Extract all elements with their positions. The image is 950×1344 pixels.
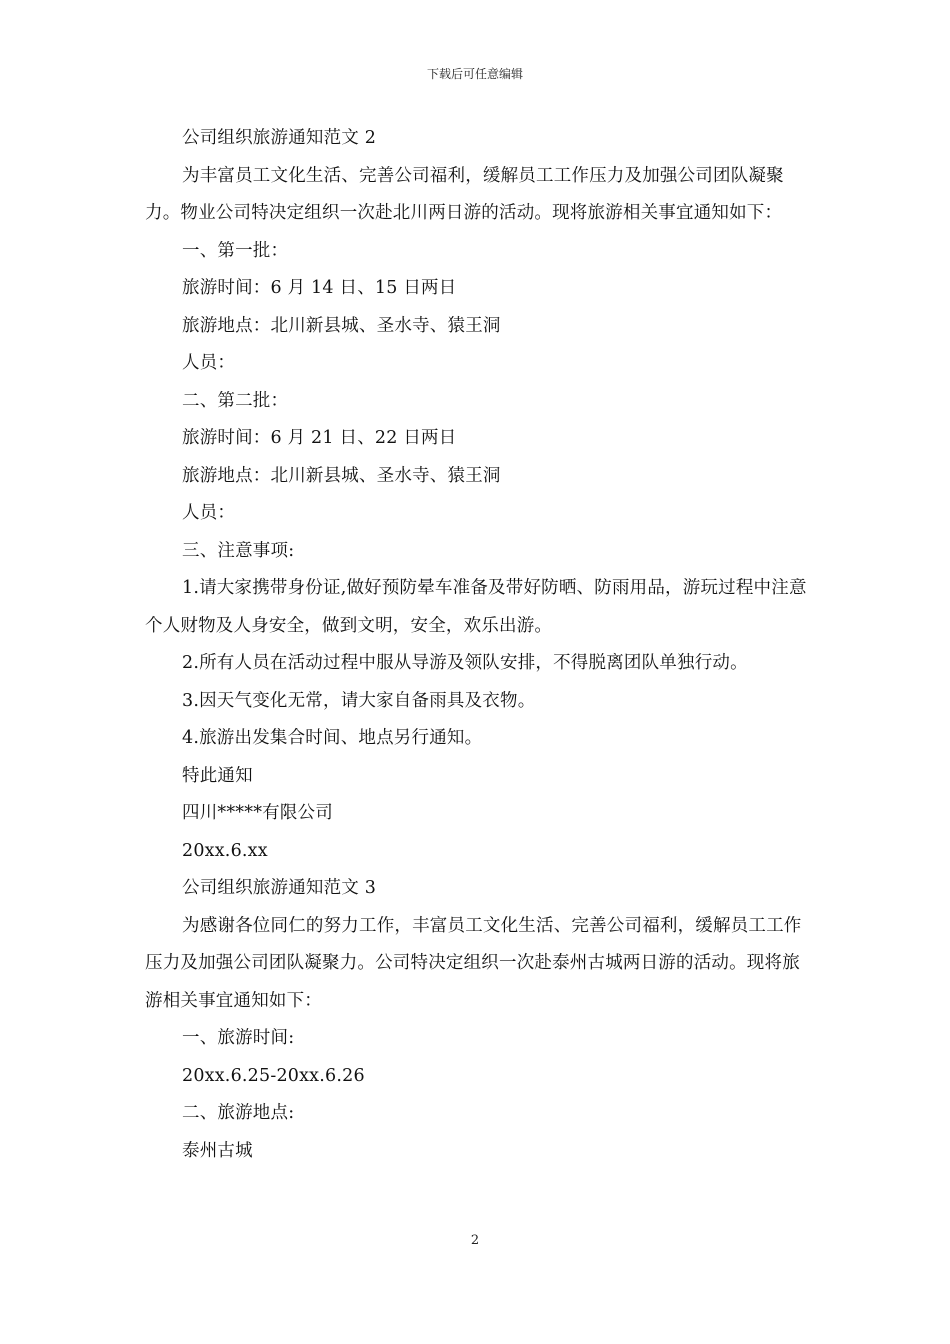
paragraph: 人员： [182,503,236,523]
paragraph: 二、第二批： [182,390,289,411]
section-title: 公司组织旅游通知范文 2 [182,128,377,148]
document-body [145,120,807,1170]
paragraph: 一、旅游时间: [182,1028,295,1048]
paragraph: 为感谢各位同仁的努力工作，丰富员工文化生活、完善公司福利，缓解员工工作压力及加强公司团队凝聚力。公司特决定组织一次赴泰州古城两日游的活动。现将旅游相关事宜通知如下： [145,915,802,1011]
paragraph: 旅游地点：北川新县城、圣水寺、猿王洞 [182,315,501,336]
paragraph: 旅游时间：6 月 21 日、22 日两日 [182,428,457,448]
paragraph: 20xx.6.25-20xx.6.26 [182,1065,365,1086]
paragraph: 1.请大家携带身份证,做好预防晕车准备及带好防晒、防雨用品，游玩过程中注意个人财物及人身安全，做到文明，安全，欢乐出游。 [145,578,807,636]
paragraph: 旅游地点：北川新县城、圣水寺、猿王洞 [182,465,501,486]
signature-company: 四川*****有限公司 [182,803,333,823]
signature-date: 20xx.6.xx [182,840,268,861]
paragraph: 特此通知 [182,765,253,786]
paragraph: 4.旅游出发集合时间、地点另行通知。 [182,728,483,748]
paragraph: 2.所有人员在活动过程中服从导游及领队安排，不得脱离团队单独行动。 [182,653,748,673]
paragraph: 三、注意事项: [182,540,295,561]
paragraph: 为丰富员工文化生活、完善公司福利，缓解员工工作压力及加强公司团队凝聚力。物业公司特决定组织一次赴北川两日游的活动。现将旅游相关事宜通知如下： [145,165,784,223]
paragraph: 旅游时间：6 月 14 日、15 日两日 [182,278,457,298]
section-title: 公司组织旅游通知范文 3 [182,878,377,898]
paragraph: 二、旅游地点: [182,1103,295,1123]
paragraph: 3.因天气变化无常，请大家自备雨具及衣物。 [182,690,536,711]
paragraph: 人员： [182,353,236,373]
paragraph: 一、第一批： [182,240,289,261]
page-header: 下载后可任意编辑 [426,67,523,81]
paragraph: 泰州古城 [182,1140,253,1161]
page-number: 2 [470,1233,480,1248]
